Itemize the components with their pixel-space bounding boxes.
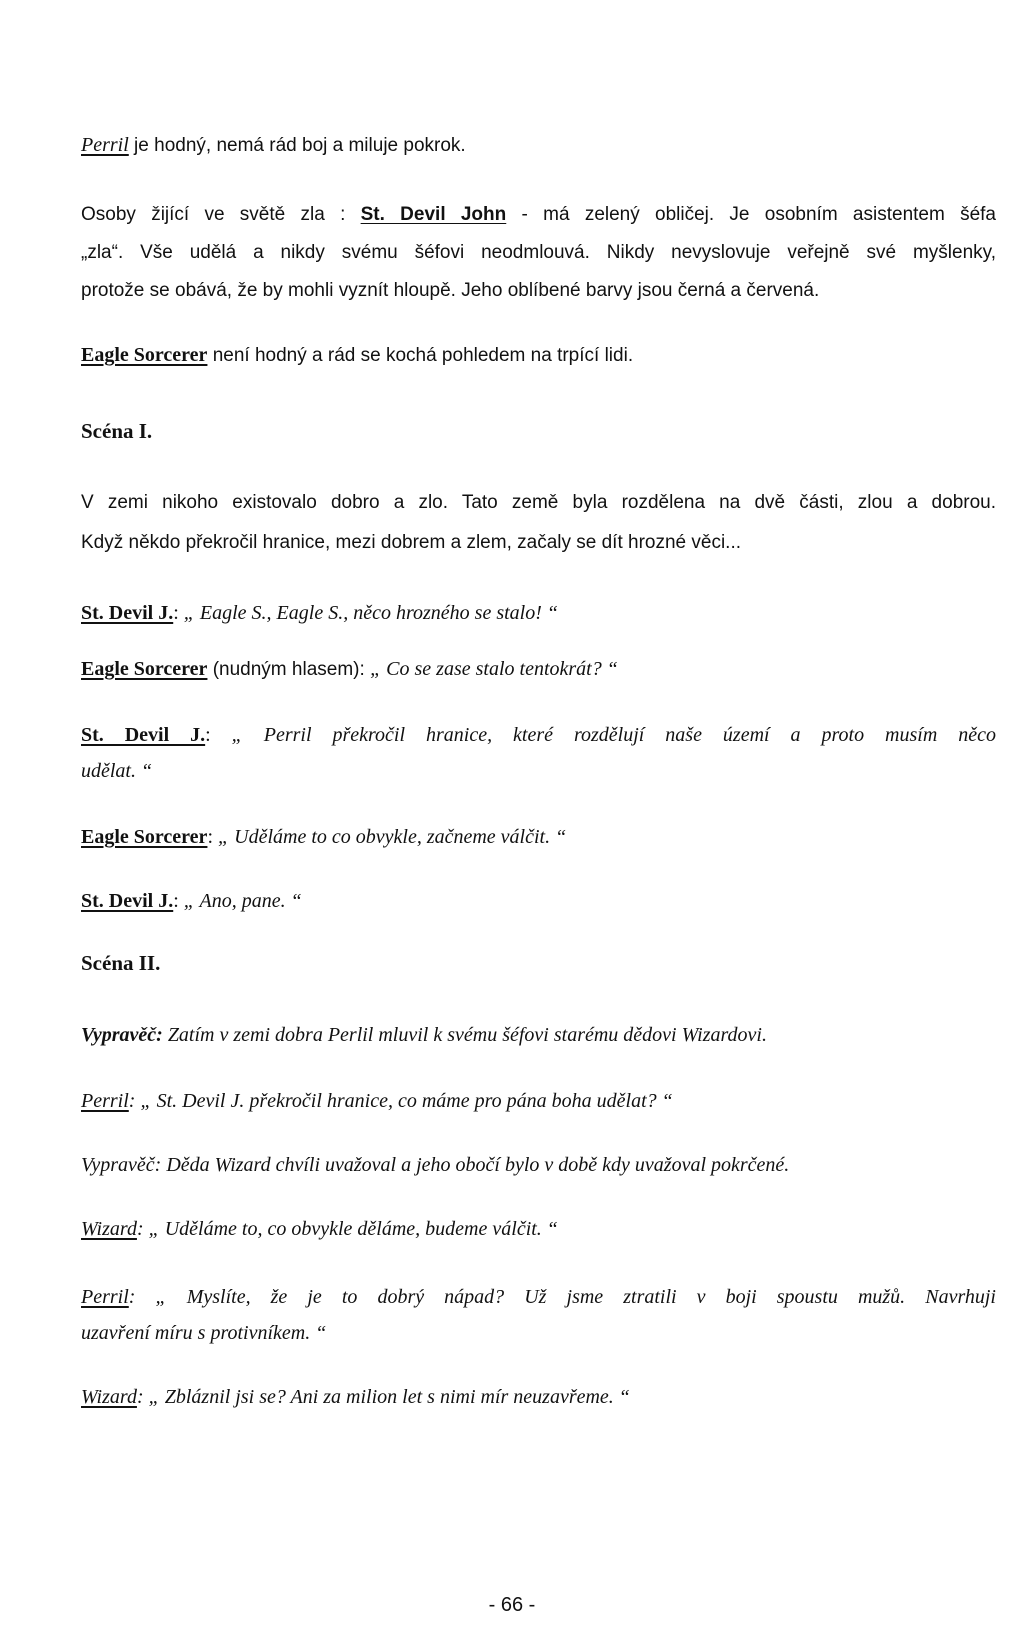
dialogue-text: „ Perril překročil hranice, které rozdělují naše území a proto musím něco: [231, 724, 996, 746]
speaker-name: Wizard: [81, 1218, 137, 1240]
dialogue-text: „ Myslíte, že je to dobrý nápad? Už jsme ztratili v boji spoustu mužů. Navrhuji: [155, 1286, 996, 1308]
separator: :: [207, 826, 218, 848]
dialogue-line: [81, 1088, 996, 1114]
separator: :: [173, 890, 184, 912]
scene-1-narration-1: V zemi nikoho existovalo dobro a zlo. Tato země byla rozdělena na dvě části, zlou a dobrou.: [81, 492, 996, 513]
speaker-name: St. Devil J.: [81, 724, 206, 746]
page-number: - 66 -: [488, 1594, 536, 1616]
speaker-name: Perril: [81, 1090, 129, 1112]
dialogue-line: [81, 656, 996, 683]
stage-direction: (nudným hlasem):: [207, 659, 371, 680]
narrator-line: [81, 1022, 996, 1048]
speaker-name: Eagle Sorcerer: [81, 344, 208, 366]
separator: :: [136, 1218, 149, 1240]
speaker-name: Wizard: [81, 1386, 137, 1408]
dialogue-line: [81, 722, 996, 748]
dialogue-line: [81, 1384, 996, 1410]
scene-1-narration-2: Když někdo překročil hranice, mezi dobrem a zlem, začaly se dít hrozné věci...: [81, 532, 742, 553]
intro-evil-line-2: „zla“. Vše udělá a nikdy svému šéfovi neodmlouvá. Nikdy nevyslovuje veřejně své myšlenky,: [81, 242, 996, 263]
separator: :: [205, 724, 232, 746]
description-text: Osoby žijící ve světě zla :: [81, 204, 361, 225]
dialogue-continuation: udělat. “: [81, 760, 153, 782]
dialogue-text: „ St. Devil J. překročil hranice, co máme pro pána boha udělat? “: [140, 1090, 673, 1112]
speaker-name: St. Devil John: [360, 204, 507, 225]
dialogue-text: „ Zbláznil jsi se? Ani za milion let s nimi mír neuzavřeme. “: [148, 1386, 630, 1408]
separator: :: [128, 1090, 141, 1112]
speaker-name: Perril: [81, 134, 129, 156]
narration-text: Zatím v zemi dobra Perlil mluvil k svému šéfovi starému dědovi Wizardovi.: [162, 1024, 767, 1046]
dialogue-continuation: uzavření míru s protivníkem. “: [81, 1322, 327, 1344]
description-text: není hodný a rád se kochá pohledem na trpící lidi.: [207, 345, 634, 366]
narration-text: : Děda Wizard chvíli uvažoval a jeho obočí bylo v době kdy uvažoval pokrčené.: [154, 1154, 790, 1176]
description-text: - má zelený obličej. Je osobním asistentem šéfa: [506, 204, 996, 225]
scene-2-heading: Scéna II.: [81, 951, 161, 975]
narrator-line: [81, 1152, 996, 1178]
separator: :: [136, 1386, 149, 1408]
dialogue-line: [81, 600, 996, 626]
dialogue-text: „ Ano, pane. “: [183, 890, 302, 912]
intro-eagle: [81, 342, 996, 369]
intro-perril: [81, 132, 996, 159]
speaker-name: St. Devil J.: [81, 602, 174, 624]
scene-1-heading: Scéna I.: [81, 419, 153, 443]
dialogue-line: [81, 824, 996, 850]
dialogue-line: [81, 1216, 996, 1242]
separator: :: [173, 602, 184, 624]
speaker-name: Perril: [81, 1286, 129, 1308]
speaker-name: Eagle Sorcerer: [81, 826, 208, 848]
intro-evil-line-1: [81, 202, 996, 228]
separator: :: [128, 1286, 156, 1308]
dialogue-line: [81, 888, 996, 914]
speaker-name: Eagle Sorcerer: [81, 658, 208, 680]
description-text: je hodný, nemá rád boj a miluje pokrok.: [128, 135, 466, 156]
intro-evil-line-3: protože se obává, že by mohli vyznít hloupě. Jeho oblíbené barvy jsou černá a červená.: [81, 280, 820, 301]
speaker-name: St. Devil J.: [81, 890, 174, 912]
dialogue-line: [81, 1284, 996, 1310]
narrator-label: Vypravěč: [81, 1154, 155, 1176]
dialogue-text: „ Uděláme to co obvykle, začneme válčit. “: [218, 826, 567, 848]
dialogue-text: „ Co se zase stalo tentokrát? “: [370, 658, 618, 680]
narrator-label: Vypravěč:: [81, 1024, 163, 1046]
dialogue-text: „ Uděláme to, co obvykle děláme, budeme válčit. “: [148, 1218, 558, 1240]
dialogue-text: „ Eagle S., Eagle S., něco hrozného se stalo! “: [183, 602, 558, 624]
